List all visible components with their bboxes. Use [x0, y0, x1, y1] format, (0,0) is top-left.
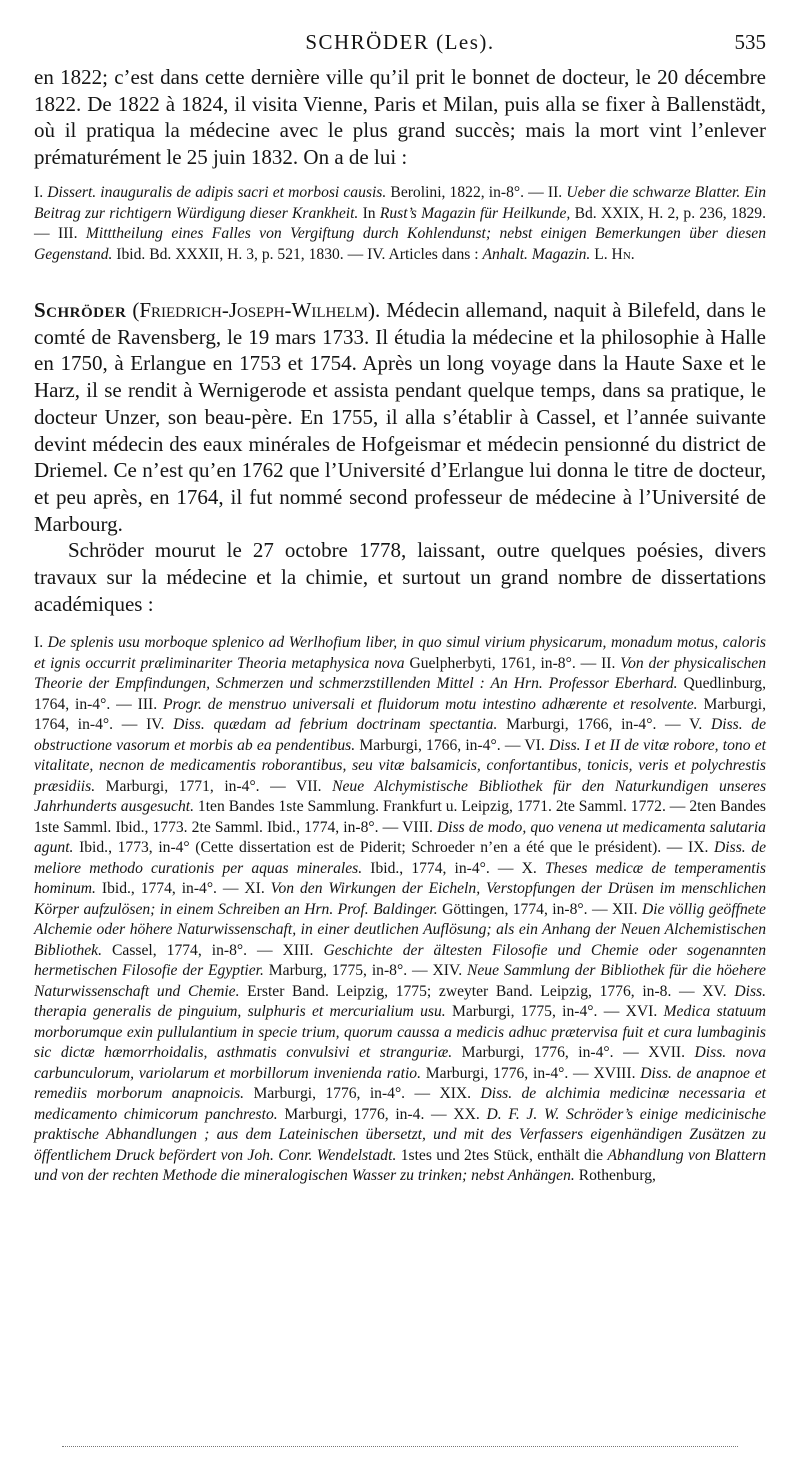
bibliography-item-title: Diss. quædam ad febrium doctrinam spectantia. — [173, 716, 498, 734]
author-signature: L. Hn. — [594, 245, 635, 263]
bibliography-item-details: Rothenburg, — [578, 1167, 656, 1185]
bibliography-item-number: XX. — [453, 1105, 480, 1123]
entry-intro-text: Médecin allemand, naquit à Bilefeld, dans le comté de Ravensberg, le 19 mars 1733. Il étudia la médecine et la philosophie à Halle en 1750, à Erlangue en 1753 et 1754. Après un long voyage dans la Haute Saxe et le Harz, il se rendit à Wernigerode et assista pendant quelque temps, dans sa pratique, le docteur Unzer, son beau-père. En 1755, il alla s’établir à Cassel, et l’année suivante devint médecin des eaux minérales de Hofgeismar et médecin pensionné du district de Driemel. Ce n’est qu’en 1762 que l’Université d’Erlangue lui donna le titre de docteur, et peu après, en 1764, il fut nommé second professeur de médecine à l’Université de Marbourg. — [34, 298, 767, 536]
bibliography-item-title: De splenis usu morboque splenico ad Werlhofium liber, in quo simul virium physicarum, monadum motus, caloris et ignis occurrit præliminariter Theoria metaphysica nova — [34, 634, 766, 672]
bibliography-item-title: Progr. de menstruo universali et fluidorum motu intestino adhærente et resolvente. — [163, 695, 698, 713]
ref-number: IV. — [367, 245, 386, 263]
bibliography-item-title: Diss. de anapnoe et remediis morborum anapnoicis. — [34, 1064, 766, 1103]
bibliography-item-details: Ibid., 1774, in-4°. — — [101, 880, 239, 898]
ref-number: III. — [58, 225, 78, 242]
bibliography-item-title: D. F. J. W. Schröder’s einige medicinische praktische Abhandlungen ; aus dem Lateinischen übersetzt, und mit des Verfassers eigenhändigen Zusätzen zu öffentlichem Druck befördert von Joh. Conr. Wendelstadt. — [34, 1105, 766, 1164]
bibliography-item-title: Diss. de meliore methodo curationis per aquas minerales. — [34, 839, 767, 877]
ref-journal: Anhalt. Magazin. — [482, 245, 591, 263]
bibliography-item-details: Marburgi, 1776, in-4. — — [284, 1105, 447, 1123]
entry-heading-paragraph — [34, 297, 766, 537]
bibliography-item-details: Marburgi, 1776, in-4°. — — [425, 1064, 589, 1082]
page-number: 535 — [734, 30, 766, 54]
bibliography-item-number: IX. — [688, 839, 709, 857]
ref-title: Mitttheilung eines Falles von Vergiftung durch Kohlendunst; nebst einigen Bemerkungen über diesen Gegenstand. — [34, 225, 767, 263]
bibliography-item-number: XVI. — [625, 1003, 658, 1021]
bibliography-item-number: VIII. — [402, 818, 433, 836]
ref-journal: Rust’s Magazin für Heilkunde, — [379, 204, 571, 222]
bibliography-item-title: Die völlig geöffnete Alchemie oder höhere Naturwissenschaft, in einer deutlichen Auflösung; als ein Anhang der Neuen Alchemistischen Bibliothek. — [34, 900, 766, 959]
bibliography-item-number: XII. — [611, 900, 638, 918]
entry-given-names: (Friedrich-Joseph-Wilhelm). — [132, 298, 381, 322]
bibliography-item-number: X. — [521, 859, 537, 877]
bibliography-item-details: Marburgi, 1776, in-4°. — — [253, 1085, 431, 1103]
bibliography-item-title: Medica statuum morborumque exin pullulantium in specie trium, quorum caussa a medicis adhuc prætervisa fuit et cura lumbaginis sic dictæ hæmorrhoidalis, asthmatis convulsivi et stranguriæ. — [34, 1003, 766, 1062]
entry-second-paragraph: Schröder mourut le 27 octobre 1778, laissant, outre quelques poésies, divers travaux sur la médecine et la chimie, et surtout un grand nombre de dissertations académiques : — [34, 538, 766, 616]
bibliography-item-number: VII. — [295, 777, 322, 795]
bibliography-item-details: Göttingen, 1774, in-8°. — — [442, 900, 608, 918]
ref-details: Articles dans : — [388, 245, 479, 263]
bibliography-item-details: Marburgi, 1764, in-4°. — — [34, 695, 766, 734]
bibliography-item-number: IV. — [146, 716, 165, 734]
bibliography-item-details: Marburgi, 1775, in-4°. — — [451, 1003, 620, 1021]
bibliography-item-title: Diss. de alchimia medicinæ necessaria et medicamento chimicorum panchresto. — [34, 1085, 767, 1123]
bibliography-item-details: Marburgi, 1776, in-4°. — — [461, 1044, 639, 1062]
bibliography-item-title: Geschichte der ältesten Filosofie und Chemie oder sogenannten hermetischen Filosofie der Egyptier. — [34, 941, 767, 980]
bibliography-item-title: Diss. I et II de vitæ robore, tono et vitalitate, necnon de medicamentis roborantibus, seu vitæ balsamicis, confortantibus, tonicis, veris et polychrestis præsidiis. — [34, 736, 766, 795]
bibliography-item-details: Cassel, 1774, in-8°. — — [112, 941, 273, 959]
bibliography-item-details: Marburg, 1775, in-8°. — — [268, 962, 428, 980]
bibliography-item-number: V. — [689, 716, 703, 734]
bibliography-item-number: VI. — [524, 736, 545, 754]
bibliography-item-number: XVIII. — [593, 1064, 636, 1082]
bibliography-item-number: III. — [137, 695, 158, 713]
bibliography-item-details: Ibid., 1773, in-4° (Cette dissertation est de Piderit; Schroeder n’en a été que le président). — — [79, 839, 683, 857]
bibliography-item-title: Abhandlung von Blattern und von der rechten Methode die mineralogischen Wasser zu trinken; nebst Anhängen. — [34, 1146, 766, 1185]
bibliography-item-number: XV. — [702, 982, 727, 1000]
ref-details: Bd. XXIX, H. 2, p. 236, 1829. — — [34, 204, 766, 242]
ref-title: Ueber die schwarze Blatter. Ein Beitrag zur richtigern Würdigung dieser Krankheit. — [34, 184, 767, 222]
bibliography-item-title: Von der physicalischen Theorie der Empfindungen, Schmerzen und schmerzstillenden Mittel : An Hrn. Professor Eberhard. — [34, 654, 767, 693]
bibliography-item-number: II. — [601, 654, 616, 672]
bibliography-item-title: Diss. nova carbunculorum, variolarum et morbillorum invenienda ratio. — [34, 1044, 767, 1082]
bibliography-item-number: XVII. — [648, 1044, 686, 1062]
previous-entry-paragraph: en 1822; c’est dans cette dernière ville qu’il prit le bonnet de docteur, le 20 décembre 1822. De 1822 à 1824, il visita Vienne, Paris et Milan, puis alla se fixer à Ballenstädt, où il pratiqua la médecine avec le plus grand succès; mais la mort vint l’enlever prématurément le 25 juin 1832. On a de lui : — [34, 65, 766, 169]
bibliography — [34, 633, 766, 1187]
bibliography-item-details: 1ten Bandes 1ste Sammlung. Frankfurt u. Leipzig, 1771. 2te Samml. 1772. — 2ten Bandes 1ste Samml. Ibid., 1773. 2te Samml. Ibid., 1774, in-8°. — — [34, 798, 766, 836]
bibliography-item-details: Ibid., 1774, in-4°. — — [370, 859, 514, 877]
previous-entry-references — [34, 183, 766, 265]
ref-details: In — [362, 204, 376, 222]
ref-number: I. — [34, 184, 44, 201]
ref-details: Berolini, 1822, in-8°. — — [390, 184, 544, 201]
bibliography-item-details: Erster Band. Leipzig, 1775; zweyter Band. Leipzig, 1776, in-8. — — [247, 982, 695, 1000]
bibliography-item-number: XIV. — [432, 962, 463, 980]
bibliography-item-title: Theses medicæ de temperamentis hominum. — [34, 859, 767, 898]
bibliography-item-title: Diss. therapia generalis de pinguium, sulphuris et mercurialium usu. — [34, 982, 767, 1021]
ref-number: II. — [547, 184, 563, 201]
running-title: SCHRÖDER (Les). — [305, 30, 495, 54]
bibliography-item-details: 1stes und 2tes Stück, enthält die — [400, 1146, 604, 1164]
bibliography-item-number: I. — [34, 634, 44, 652]
ref-details: Ibid. Bd. XXXII, H. 3, p. 521, 1830. — — [116, 245, 364, 263]
bibliography-item-title: Diss. de obstructione vasorum et morbis ab ea pendentibus. — [34, 716, 767, 754]
bibliography-item-details: Marburgi, 1771, in-4°. — — [105, 777, 286, 795]
bibliography-item-details: Marburgi, 1766, in-4°. — — [506, 716, 681, 734]
bibliography-item-number: XI. — [244, 880, 265, 898]
footer-rule — [62, 1446, 738, 1447]
bibliography-item-details: Guelpherbyti, 1761, in-8°. — — [409, 654, 597, 672]
bibliography-item-title: Von den Wirkungen der Eicheln, Verstopfungen der Drüsen im menschlichen Körper aufzulösen; in einem Schreiben an Hrn. Prof. Baldinger. — [34, 880, 767, 918]
bibliography-item-number: XIII. — [282, 941, 314, 959]
bibliography-item-number: XIX. — [439, 1085, 472, 1103]
bibliography-item-title: Neue Sammlung der Bibliothek für die höehere Naturwissenschaft und Chemie. — [34, 962, 766, 1000]
entry-headword: Schröder — [34, 298, 127, 322]
bibliography-item-details: Marburgi, 1766, in-4°. — — [359, 736, 521, 754]
bibliography-item-title: Neue Alchymistische Bibliothek für den Naturkundigen unseres Jahrhunderts ausgesucht. — [34, 777, 767, 816]
running-head — [34, 30, 766, 58]
bibliography-item-details: Quedlinburg, 1764, in-4°. — — [34, 675, 766, 713]
bibliography-item-title: Diss de modo, quo venena ut medicamenta salutaria agunt. — [34, 818, 766, 857]
ref-title: Dissert. inauguralis de adipis sacri et morbosi causis. — [47, 184, 387, 201]
